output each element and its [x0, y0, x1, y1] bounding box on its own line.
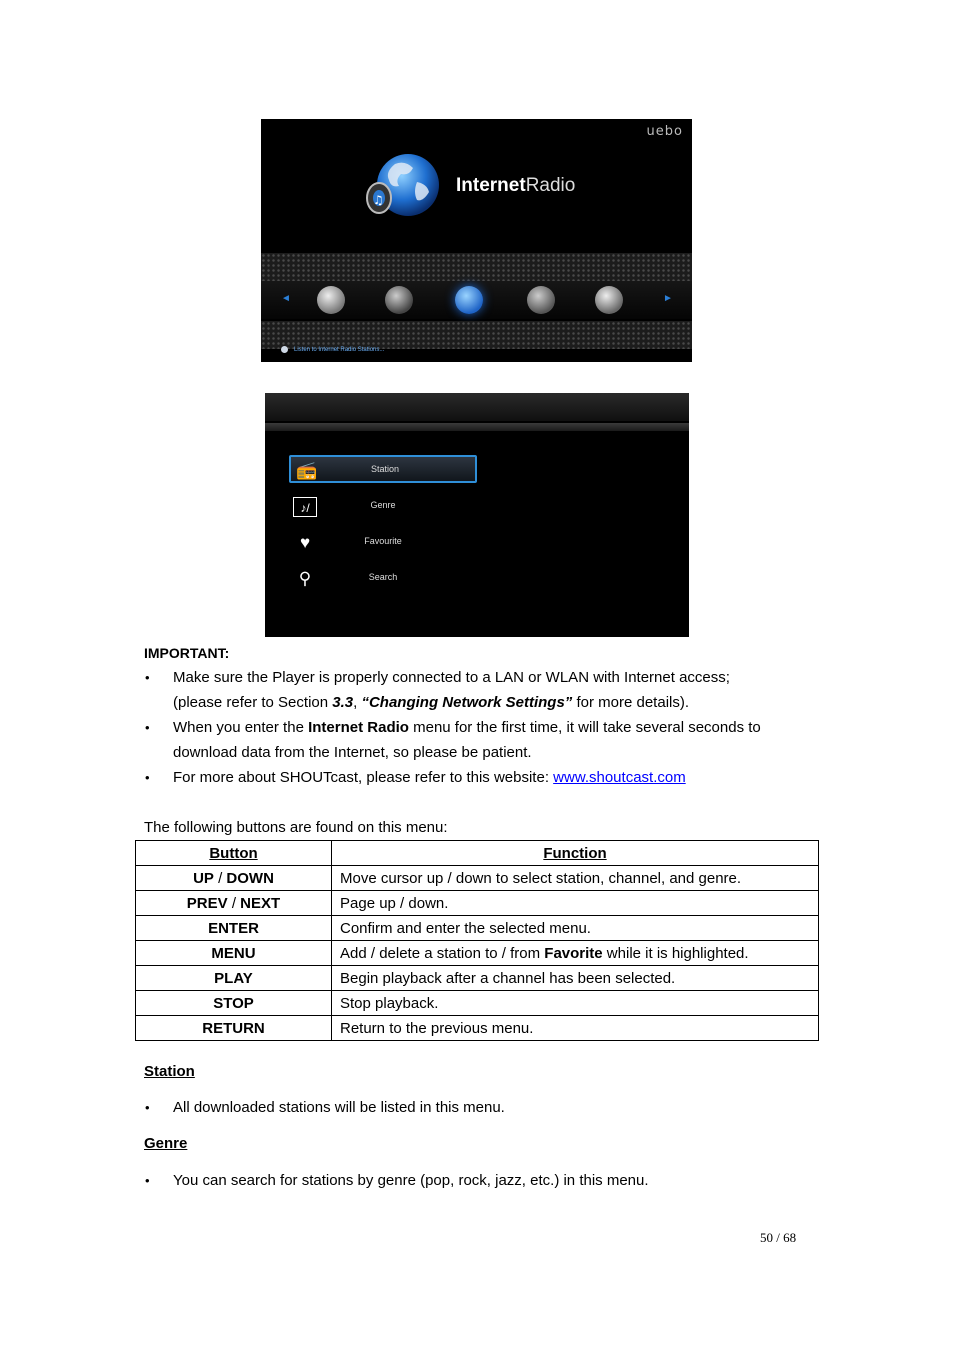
function-cell: Stop playback.	[332, 991, 819, 1016]
function-cell: Return to the previous menu.	[332, 1016, 819, 1041]
table-intro: The following buttons are found on this menu:	[144, 819, 448, 836]
genre-heading: Genre	[144, 1135, 188, 1152]
media-app-icon[interactable]	[595, 286, 623, 314]
menu-item-genre[interactable]: ♪/ Genre	[289, 493, 477, 521]
status-bar: Listen to Internet Radio Stations...	[281, 346, 384, 353]
menu-item-search[interactable]: ⚲ Search	[289, 565, 477, 593]
column-header-button: Button	[136, 841, 332, 866]
table-row	[136, 966, 819, 991]
menu-item-favourite[interactable]: ♥ Favourite	[289, 529, 477, 557]
button-cell: PREV / NEXT	[136, 891, 332, 916]
table-row	[136, 991, 819, 1016]
header-bar	[265, 393, 689, 421]
search-icon: ⚲	[298, 569, 312, 588]
table-row	[136, 916, 819, 941]
speaker-grille-top	[261, 253, 692, 281]
column-header-function: Function	[332, 841, 819, 866]
heart-icon: ♥	[299, 533, 311, 552]
globe-speaker-icon	[365, 152, 443, 222]
important-bullet-3: For more about SHOUTcast, please refer to this website: www.shoutcast.com	[173, 769, 686, 786]
radio-menu-screenshot	[265, 393, 689, 637]
table-row	[136, 941, 819, 966]
important-bullet-1-line-1: Make sure the Player is properly connected to a LAN or WLAN with Internet access;	[173, 669, 730, 686]
bullet-icon: •	[145, 770, 150, 785]
music-app-icon[interactable]	[317, 286, 345, 314]
rss-app-icon[interactable]	[385, 286, 413, 314]
important-bullet-2-line-1: When you enter the Internet Radio menu for the first time, it will take several seconds to	[173, 719, 761, 736]
function-cell: Move cursor up / down to select station, channel, and genre.	[332, 866, 819, 891]
table-row	[136, 891, 819, 916]
svg-text:♫: ♫	[373, 193, 384, 207]
bullet-icon: •	[145, 670, 150, 685]
carousel-left-arrow-icon[interactable]: ◄	[281, 293, 291, 304]
carousel-right-arrow-icon[interactable]: ►	[663, 293, 673, 304]
station-heading: Station	[144, 1063, 195, 1080]
menu-item-station[interactable]: 📻 Station	[289, 455, 477, 483]
internet-radio-screenshot	[261, 119, 692, 362]
internet-radio-app-icon[interactable]	[455, 286, 483, 314]
info-icon	[281, 346, 288, 353]
bullet-icon: •	[145, 1173, 150, 1188]
important-heading: IMPORTANT:	[144, 645, 230, 661]
app-title: InternetRadio	[456, 175, 576, 196]
button-cell: UP / DOWN	[136, 866, 332, 891]
speaker-grille-bottom	[261, 321, 692, 349]
bullet-icon: •	[145, 1100, 150, 1115]
app-carousel	[261, 281, 692, 319]
header-divider	[265, 423, 689, 431]
download-app-icon[interactable]	[527, 286, 555, 314]
shoutcast-link[interactable]: www.shoutcast.com	[553, 769, 686, 786]
table-row	[136, 1016, 819, 1041]
button-cell: PLAY	[136, 966, 332, 991]
station-bullet: All downloaded stations will be listed in this menu.	[173, 1099, 505, 1116]
bullet-icon: •	[145, 720, 150, 735]
brand-logo: uebo	[646, 124, 683, 139]
radio-icon: 📻	[296, 461, 318, 480]
function-cell: Confirm and enter the selected menu.	[332, 916, 819, 941]
page-number: 50 / 68	[760, 1230, 797, 1245]
genre-bullet: You can search for stations by genre (pop, rock, jazz, etc.) in this menu.	[173, 1172, 649, 1189]
table-row	[136, 866, 819, 891]
table-header-row	[136, 841, 819, 866]
important-bullet-2-line-2: download data from the Internet, so please be patient.	[173, 744, 532, 761]
function-cell: Begin playback after a channel has been selected.	[332, 966, 819, 991]
genre-icon: ♪/	[293, 497, 317, 517]
function-cell: Page up / down.	[332, 891, 819, 916]
buttons-table	[135, 840, 819, 1041]
button-cell: STOP	[136, 991, 332, 1016]
function-cell: Add / delete a station to / from Favorite while it is highlighted.	[332, 941, 819, 966]
important-bullet-1-line-2: (please refer to Section 3.3, “Changing Network Settings” for more details).	[173, 694, 690, 711]
button-cell: RETURN	[136, 1016, 332, 1041]
button-cell: ENTER	[136, 916, 332, 941]
button-cell: MENU	[136, 941, 332, 966]
